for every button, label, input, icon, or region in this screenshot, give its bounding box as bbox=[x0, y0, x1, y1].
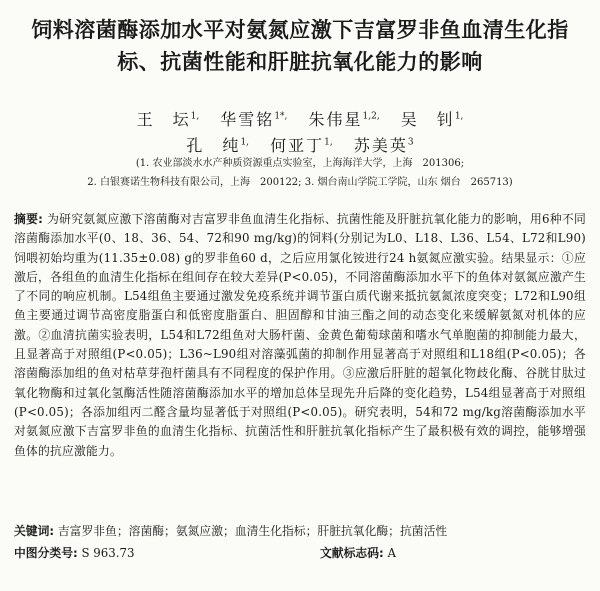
affiliation-line-1: (1. 农业部淡水水产种质资源重点实验室，上海海洋大学，上海 201306; bbox=[135, 158, 465, 169]
affiliation-line-2: 2. 白银赛诺生物科技有限公司，上海 200122; 3. 烟台南山学院工学院，山东 烟台 265713) bbox=[87, 177, 513, 188]
affiliations bbox=[0, 154, 600, 192]
keywords-text: 吉富罗非鱼；溶菌酶；氨氮应激；血清生化指标；肝脏抗氧化酶；抗菌活性 bbox=[57, 524, 448, 538]
author: 孔 纯$^{1,}$ bbox=[186, 135, 250, 155]
clc-label: 中图分类号: bbox=[14, 546, 78, 560]
keywords-label: 关键词: bbox=[14, 524, 55, 538]
author: 苏美英$^3$ bbox=[353, 135, 414, 155]
abstract bbox=[14, 210, 586, 461]
author-row-1 bbox=[0, 106, 600, 131]
author-list bbox=[0, 106, 600, 157]
classification bbox=[14, 543, 586, 563]
author: 王 坛$^{1,}$ bbox=[136, 110, 200, 130]
author: 吴 钊$^{1,}$ bbox=[400, 110, 464, 130]
title-line-2: 标、抗菌性能和肝脏抗氧化能力的影响 bbox=[117, 50, 483, 74]
abstract-label: 摘要: bbox=[14, 212, 44, 226]
clc-value: S 963.73 bbox=[81, 546, 135, 560]
title-line-1: 饲料溶菌酶添加水平对氨氮应激下吉富罗非鱼血清生化指 bbox=[31, 18, 569, 42]
author-row-2 bbox=[0, 131, 600, 156]
paper-title bbox=[8, 14, 592, 78]
keywords bbox=[14, 521, 586, 541]
document-code bbox=[320, 543, 396, 563]
author: 何亚丁$^{1,}$ bbox=[270, 135, 333, 155]
doc-code-label: 文献标志码: bbox=[320, 546, 384, 560]
author: 华雪铭$^{1*,}$ bbox=[220, 110, 288, 130]
author: 朱伟星$^{1,2,}$ bbox=[308, 110, 380, 130]
abstract-text: 为研究氨氮应激下溶菌酶对吉富罗非鱼血清生化指标、抗菌性能及肝脏抗氧化能力的影响，用6种不同溶菌酶添加水平(0、18、36、54、72和90 mg/kg)的饲料(分别记为L0、L18、L36、L54、L72和L90)饲喂初始均重为(11.35±0.08) g的罗非鱼60 d，之后应用氯化铵进行24 h氨氮应激实验。结果显示：①应激后，各组鱼的血清生化指标在组间存在较大差异(P<0.05)，不同溶菌酶添加水平下的鱼体对氨氮应激产生了不同的响应机制。L54组鱼主要通过激发免疫系统并调节蛋白质代谢来抵抗氨氮浓度突变；L72和L90组鱼主要通过调节高密度脂蛋白和低密度脂蛋白、胆固醇和甘油三酯之间的动态变化来缓解氨氮对机体的应激。②血清抗菌实验表明，L54和L72组鱼对大肠杆菌、金黄色葡萄球菌和嗜水气单胞菌的抑制能力最大，且显著高于对照组(P<0.05)；L36~L90组对溶藻弧菌的抑制作用显著高于对照组和L18组(P<0.05)；各溶菌酶添加组的鱼对枯草芽孢杆菌具有不同程度的保护作用。③应激后肝脏的超氧化物歧化酶、谷胱甘肽过氧化物酶和过氧化氢酶活性随溶菌酶添加水平的增加总体呈现先升后降的变化趋势，L54组显著高于对照组(P<0.05)；各添加组丙二醛含量均显著低于对照组(P<0.05)。研究表明，54和72 mg/kg溶菌酶添加水平对氨氮应激下吉富罗非鱼的血清生化指标、抗菌活性和肝脏抗氧化指标产生了最积极有效的调控，能够增强鱼体的抗应激能力。 bbox=[14, 212, 586, 458]
doc-code-value: A bbox=[387, 546, 396, 560]
